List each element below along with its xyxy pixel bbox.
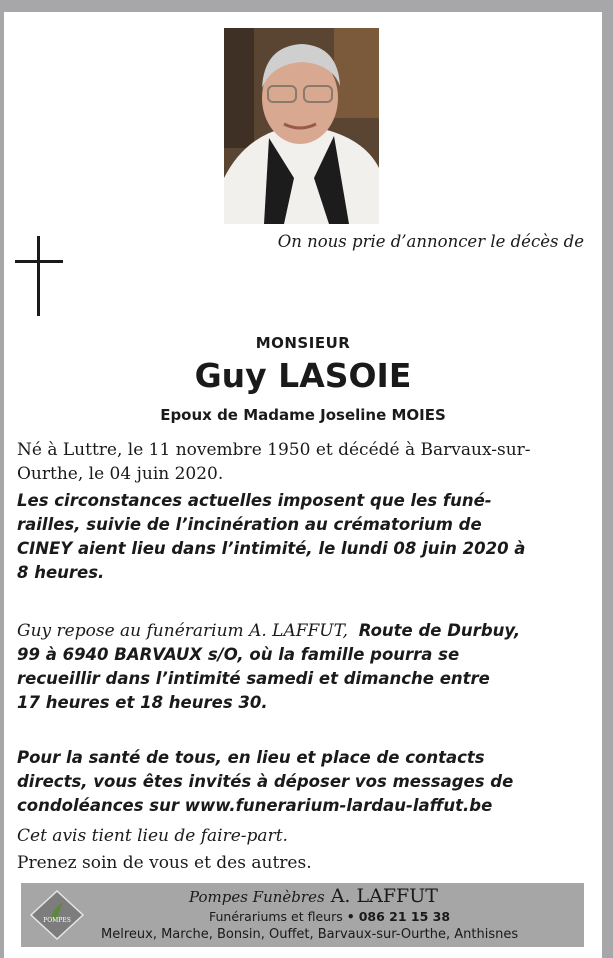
sante-line: condoléances sur www.funerarium-lardau-laffut.be bbox=[17, 796, 493, 815]
funeral-home-banner bbox=[21, 883, 584, 947]
birth-line-1: Né à Luttre, le 11 novembre 1950 et décédé à Barvaux-sur- bbox=[17, 440, 531, 460]
cross-icon bbox=[15, 236, 63, 316]
logo-text: POMPES bbox=[43, 917, 71, 924]
portrait-photo bbox=[224, 28, 379, 224]
closing-note: Prenez soin de vous et des autres. bbox=[17, 853, 312, 873]
sante-line: Pour la santé de tous, en lieu et place de contacts bbox=[17, 748, 485, 767]
locations-line: Melreux, Marche, Bonsin, Ouffet, Barvaux-sur-Ourthe, Anthisnes bbox=[101, 927, 519, 942]
repose-line: 17 heures et 18 heures 30. bbox=[17, 693, 268, 712]
announcement-intro: On nous prie d’annoncer le décès de bbox=[277, 232, 584, 251]
circ-line: Les circonstances actuelles imposent que les funé- bbox=[17, 491, 492, 510]
sante-line: directs, vous êtes invités à déposer vos messages de bbox=[17, 772, 514, 791]
repose-info bbox=[17, 619, 577, 715]
pompes-funebres-label: Pompes Funèbres bbox=[189, 888, 325, 906]
spouse-line: Epoux de Madame Joseline MOIES bbox=[160, 406, 446, 424]
honorific: MONSIEUR bbox=[255, 334, 351, 352]
condolences-notice bbox=[17, 746, 577, 818]
services-label: Funérariums et fleurs bbox=[209, 909, 343, 924]
bullet-separator: • bbox=[346, 909, 355, 924]
circ-line: 8 heures. bbox=[17, 563, 105, 582]
circ-line: CINEY aient lieu dans l’intimité, le lundi 08 juin 2020 à bbox=[17, 539, 526, 558]
obituary-card bbox=[4, 12, 602, 958]
company-name-line bbox=[189, 885, 438, 907]
birth-death-text bbox=[17, 438, 577, 486]
funeral-circumstances bbox=[17, 489, 577, 585]
birth-line-2: Ourthe, le 04 juin 2020. bbox=[17, 464, 224, 484]
repose-italic: Guy repose au funérarium A. LAFFUT, bbox=[17, 621, 348, 641]
faire-part-note: Cet avis tient lieu de faire-part. bbox=[17, 826, 288, 846]
contact-line bbox=[209, 909, 450, 924]
deceased-name: Guy LASOIE bbox=[194, 356, 412, 395]
circ-line: railles, suivie de l’incinération au crématorium de bbox=[17, 515, 482, 534]
repose-line: recueillir dans l’intimité samedi et dimanche entre bbox=[17, 669, 490, 688]
company-logo bbox=[29, 889, 85, 941]
company-name: A. LAFFUT bbox=[330, 885, 438, 907]
phone-number: 086 21 15 38 bbox=[358, 909, 451, 924]
repose-line: 99 à 6940 BARVAUX s/O, où la famille pourra se bbox=[17, 645, 460, 664]
repose-address-start: Route de Durbuy, bbox=[358, 621, 521, 640]
repose-line-1 bbox=[17, 619, 577, 643]
